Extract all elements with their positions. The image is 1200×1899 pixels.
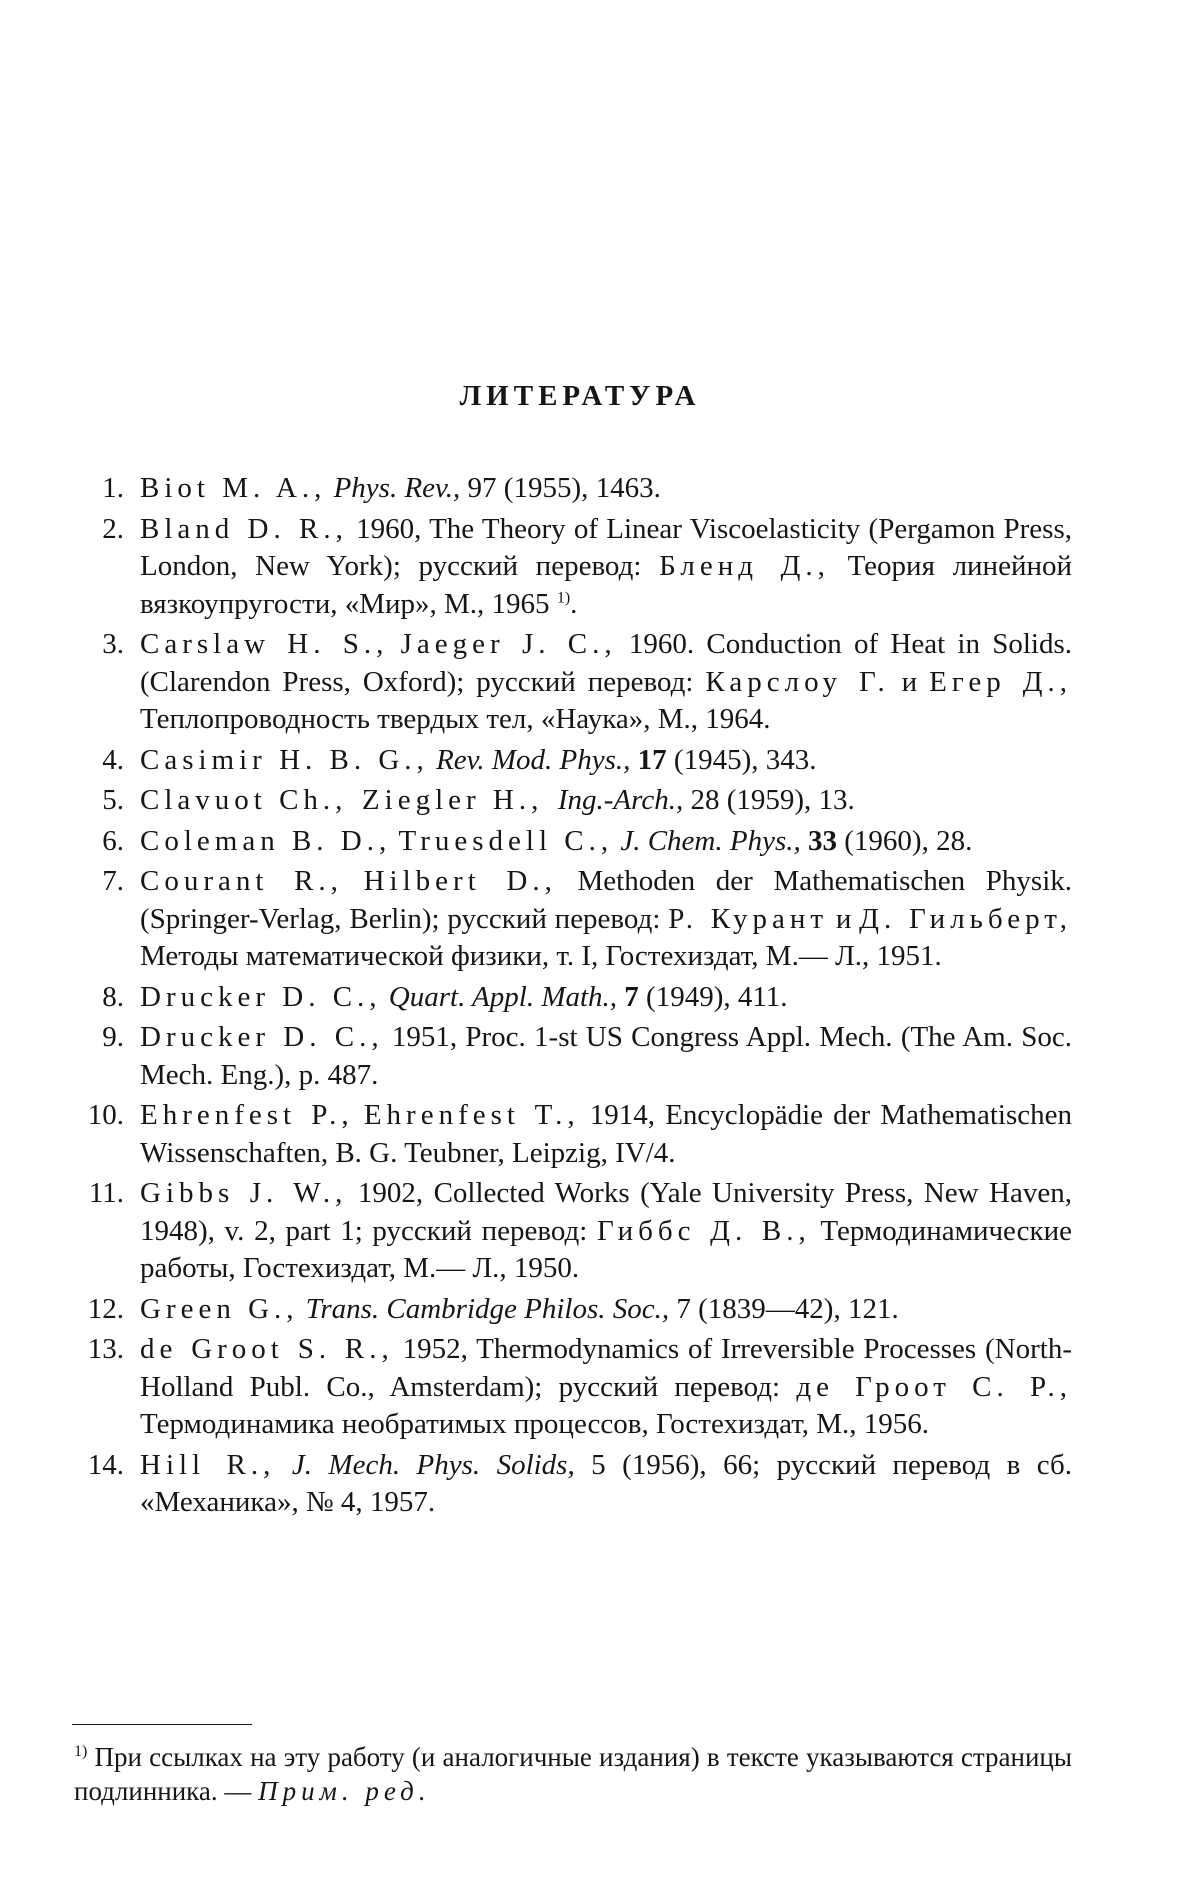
reference-number: 14. bbox=[87, 1448, 124, 1481]
reference-end: . bbox=[570, 587, 578, 620]
volume-number: 7 bbox=[624, 980, 639, 1013]
author-name: Gibbs J. W., bbox=[140, 1177, 348, 1209]
list-item bbox=[72, 1019, 1072, 1094]
reference-number: 5. bbox=[102, 784, 124, 816]
author-name: de Groot S. R., bbox=[140, 1333, 394, 1365]
translated-reference-text: Методы математической физики, т. I, Гостехиздат, М.— Л., 1951. bbox=[140, 940, 942, 972]
author-name: Carslaw H. S., bbox=[140, 628, 389, 660]
reference-number: 3. bbox=[102, 628, 124, 660]
translated-reference-text: Термодинамические работы, Гостехиздат, М.— Л., 1950. bbox=[140, 1214, 1072, 1284]
reference-number: 2. bbox=[102, 512, 124, 545]
translated-author-name: Бленд Д., bbox=[659, 550, 830, 582]
author-name: Courant R., bbox=[140, 865, 343, 897]
translated-reference-text: Теория линейной вязкоупругости, «Мир», М., 1965 bbox=[140, 550, 1073, 620]
reference-text: 1952, Thermodynamics of Irreversible Processes (North-Holland Publ. Co., Amsterdam); русский перевод: bbox=[140, 1333, 1072, 1403]
reference-details: (1960), 28. bbox=[837, 824, 973, 857]
reference-number: 4. bbox=[102, 743, 124, 776]
author-name: Truesdell C., bbox=[398, 824, 614, 857]
reference-details: (1945), 343. bbox=[666, 743, 817, 776]
translated-author-name: Р. Курант bbox=[668, 902, 829, 935]
reference-number: 7. bbox=[102, 865, 124, 897]
journal-name: Rev. Mod. Phys., bbox=[436, 743, 631, 776]
footnote-divider bbox=[72, 1724, 252, 1725]
reference-text: Methoden der Mathematischen Physik. (Springer-Verlag, Berlin); русский перевод: bbox=[140, 865, 1072, 935]
footnote-text: При ссылках на эту работу (и аналогичные издания) в тексте указываются страницы подлинника. — bbox=[74, 1742, 1072, 1806]
reference-text: 1960, The Theory of Linear Viscoelasticity (Pergamon Press, London, New York); русский перевод: bbox=[140, 512, 1073, 582]
reference-text: 5 (1956), 66; русский перевод в сб. «Механика», № 4, 1957. bbox=[140, 1448, 1073, 1518]
journal-name: J. Chem. Phys., bbox=[620, 824, 801, 857]
reference-text: 1914, Encyclopädie der Mathematischen Wissenschaften, B. G. Teubner, Leipzig, IV/4. bbox=[140, 1099, 1073, 1169]
author-name: Clavuot Ch., bbox=[140, 784, 348, 816]
translated-author-name: Гиббс Д. В., bbox=[596, 1214, 811, 1247]
reference-number: 10. bbox=[87, 1099, 124, 1131]
conjunction: и bbox=[828, 902, 860, 935]
list-item bbox=[72, 742, 1072, 780]
reference-text: 1960. Conduction of Heat in Solids. (Clarendon Press, Oxford); русский перевод: bbox=[140, 628, 1072, 698]
translated-reference-text: Теплопроводность твердых тел, «Наука», М., 1964. bbox=[140, 703, 771, 735]
list-item bbox=[72, 1291, 1072, 1329]
journal-name: J. Mech. Phys. Solids, bbox=[291, 1448, 575, 1481]
footnote-reference-mark: 1) bbox=[556, 588, 571, 606]
page-title: ЛИТЕРАТУРА bbox=[459, 380, 701, 412]
volume-number: 33 bbox=[808, 824, 837, 857]
author-name: Biot M. A., bbox=[140, 472, 327, 504]
journal-name: Trans. Cambridge Philos. Soc., bbox=[305, 1292, 670, 1325]
list-item bbox=[72, 863, 1072, 976]
translated-author-name: Д. Гильберт, bbox=[859, 902, 1072, 935]
reference-number: 6. bbox=[102, 824, 124, 857]
author-name: Casimir H. B. G., bbox=[140, 743, 429, 776]
reference-list bbox=[72, 470, 1072, 1525]
author-name: Coleman B. D., bbox=[140, 824, 392, 857]
list-item bbox=[72, 1175, 1072, 1288]
reference-details: (1949), 411. bbox=[638, 980, 788, 1013]
journal-name: Ing.-Arch., bbox=[557, 784, 684, 816]
translated-author-name: де Гроот С. Р., bbox=[796, 1370, 1072, 1403]
list-item bbox=[72, 626, 1072, 739]
list-item bbox=[72, 1331, 1072, 1444]
translated-author-name: Егер Д., bbox=[929, 665, 1072, 698]
list-item bbox=[72, 979, 1072, 1017]
reference-text: 1951, Proc. 1-st US Congress Appl. Mech. (The Am. Soc. Mech. Eng.), p. 487. bbox=[140, 1021, 1072, 1091]
author-name: Bland D. R., bbox=[140, 512, 348, 545]
reference-number: 8. bbox=[102, 980, 124, 1013]
footnote-mark: 1) bbox=[74, 1743, 88, 1760]
list-item bbox=[72, 1447, 1072, 1522]
editor-note: Прим. ред. bbox=[258, 1776, 431, 1806]
translated-author-name: Карслоу Г. bbox=[705, 665, 890, 698]
author-name: Drucker D. C., bbox=[140, 980, 382, 1013]
reference-details: 28 (1959), 13. bbox=[683, 784, 855, 816]
author-name: Hill R., bbox=[140, 1448, 276, 1481]
reference-number: 11. bbox=[88, 1177, 124, 1209]
author-name: Green G., bbox=[140, 1292, 299, 1325]
reference-details: 97 (1955), 1463. bbox=[460, 472, 661, 504]
reference-number: 12. bbox=[87, 1292, 124, 1325]
list-item bbox=[72, 511, 1072, 624]
author-name: Ziegler H., bbox=[361, 784, 544, 816]
list-item bbox=[72, 470, 1072, 508]
reference-number: 13. bbox=[87, 1333, 124, 1365]
journal-name: Phys. Rev., bbox=[333, 472, 461, 504]
list-item bbox=[72, 1097, 1072, 1172]
list-item bbox=[72, 782, 1072, 820]
reference-number: 1. bbox=[102, 472, 124, 504]
reference-details: 7 (1839—42), 121. bbox=[669, 1292, 899, 1325]
author-name: Ehrenfest P., bbox=[140, 1099, 354, 1131]
author-name: Jaeger J. C., bbox=[400, 628, 617, 660]
reference-text: 1902, Collected Works (Yale University Press, New Haven, 1948), v. 2, part 1; русский перевод: bbox=[140, 1177, 1072, 1247]
reference-number: 9. bbox=[102, 1021, 124, 1053]
author-name: Drucker D. C., bbox=[140, 1021, 384, 1053]
author-name: Hilbert D., bbox=[363, 865, 557, 897]
translated-reference-text: Термодинамика необратимых процессов, Гостехиздат, М., 1956. bbox=[140, 1408, 930, 1440]
journal-name: Quart. Appl. Math., bbox=[388, 980, 618, 1013]
author-name: Ehrenfest T., bbox=[363, 1099, 580, 1131]
conjunction: и bbox=[889, 665, 930, 698]
list-item bbox=[72, 823, 1072, 861]
footnote bbox=[74, 1735, 1072, 1808]
volume-number: 17 bbox=[637, 743, 667, 776]
